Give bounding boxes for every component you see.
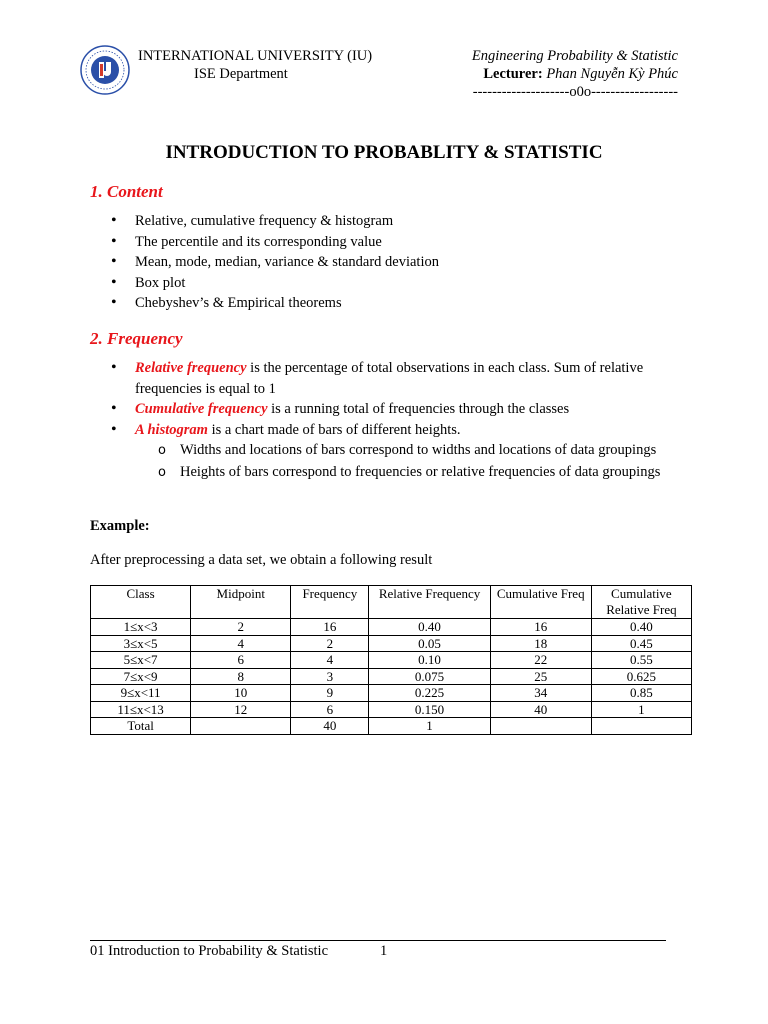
table-cell: 1 <box>369 718 490 735</box>
definition-text: is a chart made of bars of different heights. <box>207 421 461 438</box>
table-cell: 0.225 <box>369 685 490 702</box>
page-number: 1 <box>380 943 388 959</box>
table-cell: 16 <box>291 619 369 636</box>
table-row <box>91 635 692 652</box>
table-cell: 12 <box>191 701 291 718</box>
frequency-list-wrap <box>90 358 690 484</box>
table-cell: 0.150 <box>369 701 490 718</box>
table-cell: 4 <box>191 635 291 652</box>
course-name: Engineering Probability & Statistic <box>471 48 678 64</box>
table-cell: Total <box>91 718 191 735</box>
table-cell: 1 <box>591 701 691 718</box>
list-item: • Chebyshev’s & Empirical theorems <box>90 293 690 314</box>
table-cell: 40 <box>291 718 369 735</box>
table-cell: 4 <box>291 652 369 669</box>
table-cell: 0.625 <box>591 668 691 685</box>
table-cell <box>490 718 591 735</box>
table-cell <box>191 718 291 735</box>
table-cell: 9 <box>291 685 369 702</box>
table-cell: 0.40 <box>369 619 490 636</box>
table-row <box>91 668 692 685</box>
list-item <box>90 358 690 399</box>
table-cell: 5≤x<7 <box>91 652 191 669</box>
department-name: ISE Department <box>194 66 288 82</box>
page-title: INTRODUCTION TO PROBABLITY & STATISTIC <box>165 142 603 163</box>
table-header-row <box>91 586 692 619</box>
table-cell: 2 <box>291 635 369 652</box>
list-item: • Relative, cumulative frequency & histogram <box>90 211 690 232</box>
table-row <box>91 685 692 702</box>
table-cell: 6 <box>191 652 291 669</box>
table-cell: 25 <box>490 668 591 685</box>
list-item: • Mean, mode, median, variance & standard deviation <box>90 252 690 273</box>
column-header: Frequency <box>291 586 369 619</box>
table-cell: 10 <box>191 685 291 702</box>
list-item: • The percentile and its corresponding value <box>90 232 690 253</box>
header-left <box>138 47 372 83</box>
table-cell: 1≤x<3 <box>91 619 191 636</box>
table-cell: 8 <box>191 668 291 685</box>
definition-text: is a running total of frequencies through the classes <box>267 401 570 417</box>
content-list <box>90 211 690 314</box>
table-cell: 0.45 <box>591 635 691 652</box>
sub-list-item: o Widths and locations of bars correspond to widths and locations of data groupings <box>90 440 690 461</box>
table-cell: 0.10 <box>369 652 490 669</box>
table-cell: 0.55 <box>591 652 691 669</box>
table-cell: 0.85 <box>591 685 691 702</box>
footer-text: 01 Introduction to Probability & Statistic <box>90 943 329 959</box>
term-cumulative-frequency: Cumulative frequency <box>135 401 268 417</box>
frequency-list <box>90 358 690 440</box>
section-frequency-heading: 2. Frequency <box>90 329 183 348</box>
list-item <box>90 420 690 441</box>
table-cell: 0.40 <box>591 619 691 636</box>
lecturer-line <box>472 65 678 83</box>
column-header: Class <box>91 586 191 619</box>
table-row <box>91 701 692 718</box>
histogram-sublist <box>90 440 690 484</box>
lecturer-label: Lecturer: <box>483 66 543 82</box>
content-list-wrap <box>90 211 690 314</box>
lecturer-name: Phan Nguyễn Kỳ Phúc <box>546 66 678 82</box>
table-cell: 7≤x<9 <box>91 668 191 685</box>
university-name: INTERNATIONAL UNIVERSITY (IU) <box>138 48 373 64</box>
table-row <box>91 652 692 669</box>
example-label: Example: <box>90 518 150 534</box>
table-cell: 18 <box>490 635 591 652</box>
table-cell: 40 <box>490 701 591 718</box>
column-header: Cumulative Relative Freq <box>591 586 691 619</box>
frequency-table <box>90 585 692 735</box>
table-cell: 11≤x<13 <box>91 701 191 718</box>
term-relative-frequency: Relative frequency <box>135 360 247 376</box>
list-item: • Box plot <box>90 273 690 294</box>
header-right <box>472 47 678 101</box>
table-cell: 0.075 <box>369 668 490 685</box>
university-logo <box>80 45 130 95</box>
column-header: Relative Frequency <box>369 586 490 619</box>
table-row <box>91 718 692 735</box>
table-cell: 6 <box>291 701 369 718</box>
table-cell: 3 <box>291 668 369 685</box>
definition-text: is the percentage of total observations in each class. Sum of relative frequencies is equal to 1 <box>135 360 644 397</box>
sub-list-item: o Heights of bars correspond to frequencies or relative frequencies of data groupings <box>90 461 690 484</box>
table-body <box>91 619 692 735</box>
table-cell: 34 <box>490 685 591 702</box>
table-cell <box>591 718 691 735</box>
table-cell: 9≤x<11 <box>91 685 191 702</box>
section-content-heading: 1. Content <box>90 182 163 201</box>
table-cell: 2 <box>191 619 291 636</box>
column-header: Cumulative Freq <box>490 586 591 619</box>
term-histogram: A histogram <box>135 421 208 438</box>
table-cell: 22 <box>490 652 591 669</box>
table-cell: 0.05 <box>369 635 490 652</box>
footer-rule <box>90 940 666 941</box>
example-intro: After preprocessing a data set, we obtain a following result <box>90 552 433 568</box>
table-cell: 16 <box>490 619 591 636</box>
header-separator: --------------------o0o------------------ <box>472 84 678 100</box>
table-row <box>91 619 692 636</box>
list-item <box>90 399 690 420</box>
column-header: Midpoint <box>191 586 291 619</box>
table-cell: 3≤x<5 <box>91 635 191 652</box>
